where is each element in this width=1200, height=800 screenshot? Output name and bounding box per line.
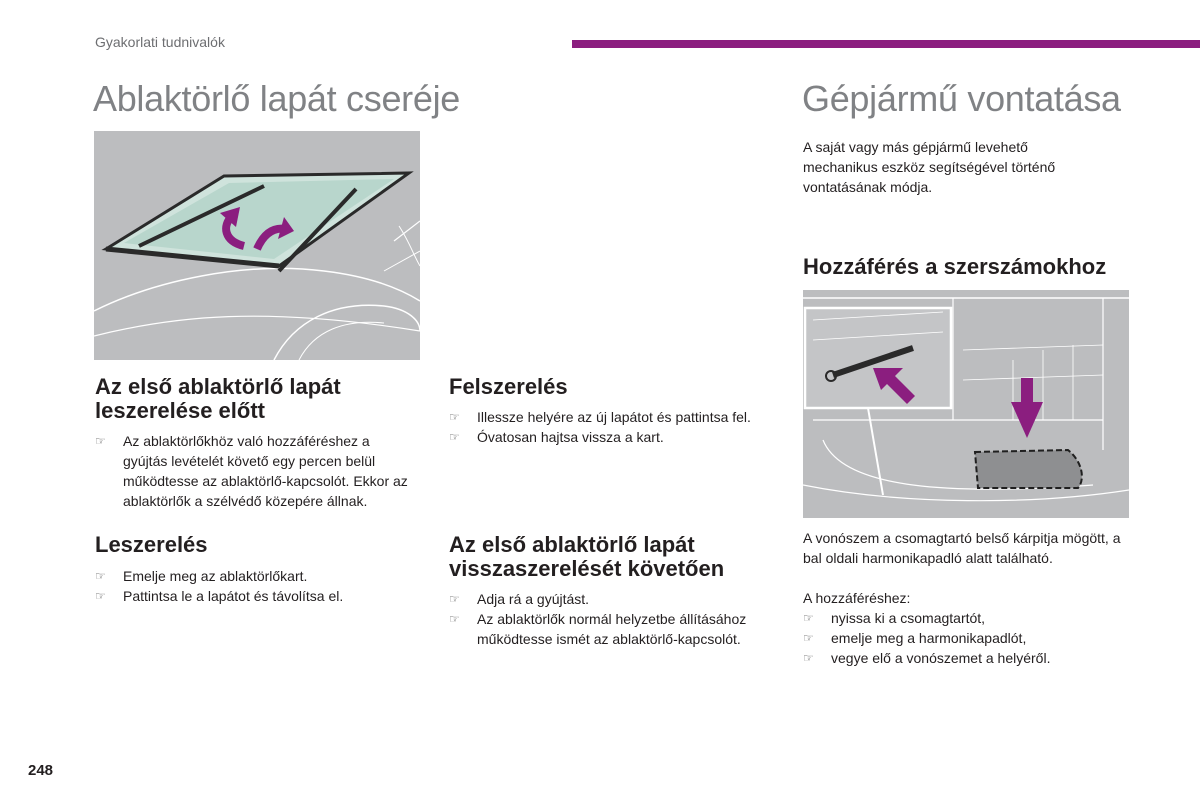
- tool-location-description: A vonószem a csomagtartó belső kárpitja mögött, a bal oldali harmonikapadló alatt található.: [803, 530, 1121, 566]
- heading-fitting: Felszerelés: [449, 374, 568, 399]
- list-fitting: [449, 407, 779, 447]
- list-item: ☞ Emelje meg az ablaktörlőkart.: [95, 568, 308, 584]
- page-number: 248: [28, 762, 54, 779]
- section-after-refit: [449, 533, 769, 649]
- pointing-hand-icon: ☞: [95, 569, 106, 583]
- pointing-hand-icon: ☞: [95, 434, 106, 448]
- section-label: Gyakorlati tudnivalók: [95, 34, 225, 50]
- list-item: ☞ Az ablaktörlőkhöz való hozzáféréshez a gyújtás levételét követő egy percen belül működtesse az ablaktörlő-kapcsolót. Ekkor az ablaktörlők a szélvédő közepére állnak.: [95, 433, 408, 509]
- list-after-refit: [449, 589, 769, 649]
- list-item: ☞ Adja rá a gyújtást.: [449, 591, 590, 607]
- towing-intro: A saját vagy más gépjármű levehető mechanikus eszköz segítségével történő vontatásának módja.: [803, 139, 1056, 195]
- pointing-hand-icon: ☞: [95, 589, 106, 603]
- list-item: ☞ nyissa ki a csomagtartót,: [803, 610, 986, 626]
- list-item: ☞ vegye elő a vonószemet a helyéről.: [803, 650, 1051, 666]
- pointing-hand-icon: ☞: [803, 651, 814, 665]
- pointing-hand-icon: ☞: [449, 430, 460, 444]
- list-item: ☞ Óvatosan hajtsa vissza a kart.: [449, 429, 664, 445]
- page-title-wiper: Ablaktörlő lapát cseréje: [93, 78, 461, 119]
- wiper-illustration: [94, 131, 420, 360]
- list-before-removal: [95, 431, 415, 511]
- section-removal: [95, 533, 415, 606]
- heading-removal: Leszerelés: [95, 532, 208, 557]
- heading-tool-access: Hozzáférés a szerszámokhoz: [803, 254, 1107, 279]
- heading-before-removal: Az első ablaktörlő lapát leszerelése előtt: [95, 374, 341, 423]
- access-label: A hozzáféréshez:: [803, 590, 911, 606]
- pointing-hand-icon: ☞: [449, 612, 460, 626]
- section-fitting: [449, 375, 779, 447]
- list-item: ☞ Az ablaktörlők normál helyzetbe állításához működtesse ismét az ablaktörlő-kapcsolót.: [449, 611, 747, 647]
- section-before-removal: [95, 375, 415, 511]
- pointing-hand-icon: ☞: [803, 631, 814, 645]
- header-accent-bar: [572, 40, 1200, 48]
- list-removal: [95, 566, 415, 606]
- list-item: ☞ Pattintsa le a lapátot és távolítsa el.: [95, 588, 344, 604]
- pointing-hand-icon: ☞: [449, 410, 460, 424]
- page-title-towing: Gépjármű vontatása: [802, 78, 1121, 119]
- list-item: ☞ emelje meg a harmonikapadlót,: [803, 630, 1027, 646]
- list-tool-access: [803, 608, 1123, 668]
- heading-after-refit: Az első ablaktörlő lapát visszaszerelését követően: [449, 532, 725, 581]
- pointing-hand-icon: ☞: [803, 611, 814, 625]
- list-item: ☞ Illessze helyére az új lapátot és pattintsa fel.: [449, 409, 751, 425]
- pointing-hand-icon: ☞: [449, 592, 460, 606]
- boot-illustration: [803, 290, 1129, 518]
